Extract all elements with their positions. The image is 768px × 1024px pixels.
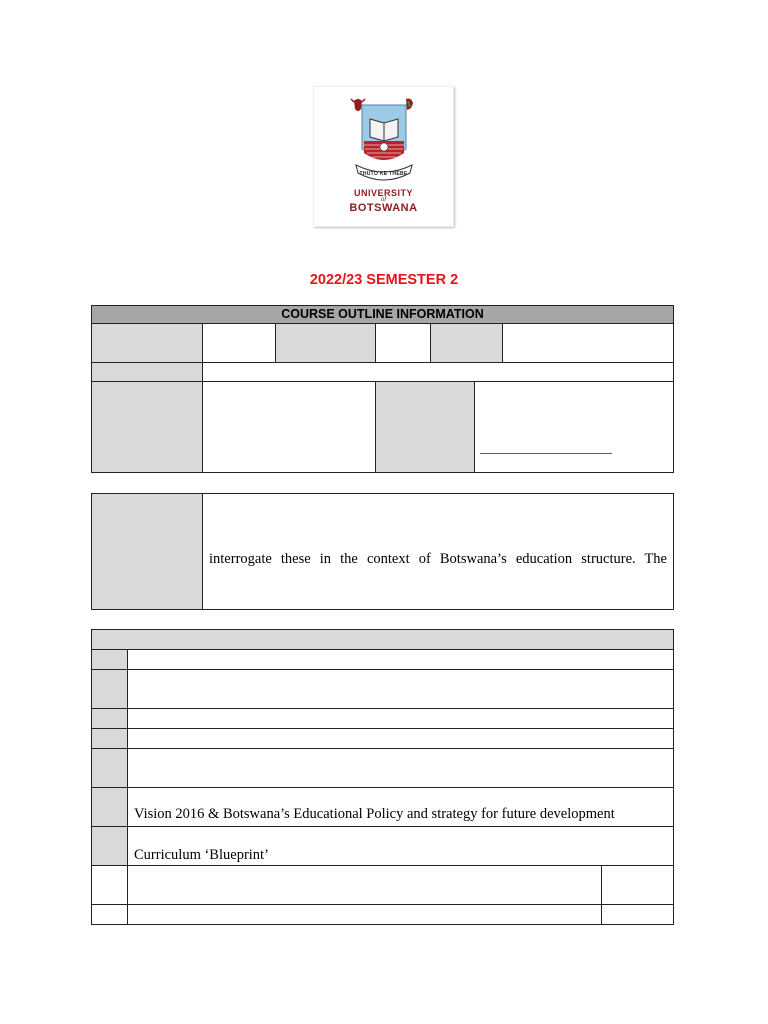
topic-cell	[128, 827, 674, 866]
lecturer-value-cell	[203, 382, 376, 473]
topic-cell	[128, 788, 674, 827]
topic-curriculum-blueprint-text: Curriculum ‘Blueprint’	[134, 847, 269, 863]
course-description-table	[91, 493, 674, 610]
university-logo	[313, 86, 454, 227]
topic-number-cell	[92, 866, 128, 905]
topics-header-cell	[92, 630, 674, 650]
topic-cell	[128, 670, 674, 709]
topic-cell	[128, 749, 674, 788]
course-outline-header: COURSE OUTLINE INFORMATION	[92, 306, 674, 324]
course-title-value-cell	[203, 324, 276, 363]
topic-week-cell	[602, 866, 674, 905]
topic-cell	[128, 866, 602, 905]
course-outline-table	[91, 305, 674, 473]
logo-botswana-text: BOTSWANA	[349, 202, 418, 214]
topic-cell	[128, 650, 674, 670]
topic-number-cell	[92, 650, 128, 670]
description-value-cell	[203, 494, 674, 610]
prerequisite-value-cell	[203, 363, 674, 382]
topic-cell	[128, 905, 602, 925]
topic-number-cell	[92, 709, 128, 729]
lecturer-label-cell	[92, 382, 203, 473]
logo-university-text: UNIVERSITY	[353, 188, 413, 198]
logo-of-text: of	[380, 197, 386, 203]
topic-vision-2016-text: Vision 2016 & Botswana’s Educational Policy and strategy for future development	[134, 806, 615, 822]
topic-number-cell	[92, 905, 128, 925]
credits-label-cell	[431, 324, 503, 363]
topic-cell	[128, 729, 674, 749]
description-label-cell	[92, 494, 203, 610]
course-topics-table	[91, 629, 674, 925]
credits-value-cell	[503, 324, 674, 363]
course-title-label-cell	[92, 324, 203, 363]
logo-motto: THUTO KE THEBE	[359, 171, 408, 177]
prerequisite-label-cell	[92, 363, 203, 382]
topic-cell	[128, 709, 674, 729]
description-text: interrogate these in the context of Botswana’s education structure. The	[209, 551, 667, 567]
topic-number-cell	[92, 670, 128, 709]
contact-label-cell	[376, 382, 475, 473]
topic-number-cell	[92, 788, 128, 827]
topic-number-cell	[92, 749, 128, 788]
topic-number-cell	[92, 827, 128, 866]
course-code-value-cell	[376, 324, 431, 363]
topic-week-cell	[602, 905, 674, 925]
semester-title: 2022/23 SEMESTER 2	[309, 272, 459, 288]
contact-value-cell	[475, 382, 674, 473]
course-code-label-cell	[276, 324, 376, 363]
topic-number-cell	[92, 729, 128, 749]
email-link[interactable]	[480, 453, 612, 454]
